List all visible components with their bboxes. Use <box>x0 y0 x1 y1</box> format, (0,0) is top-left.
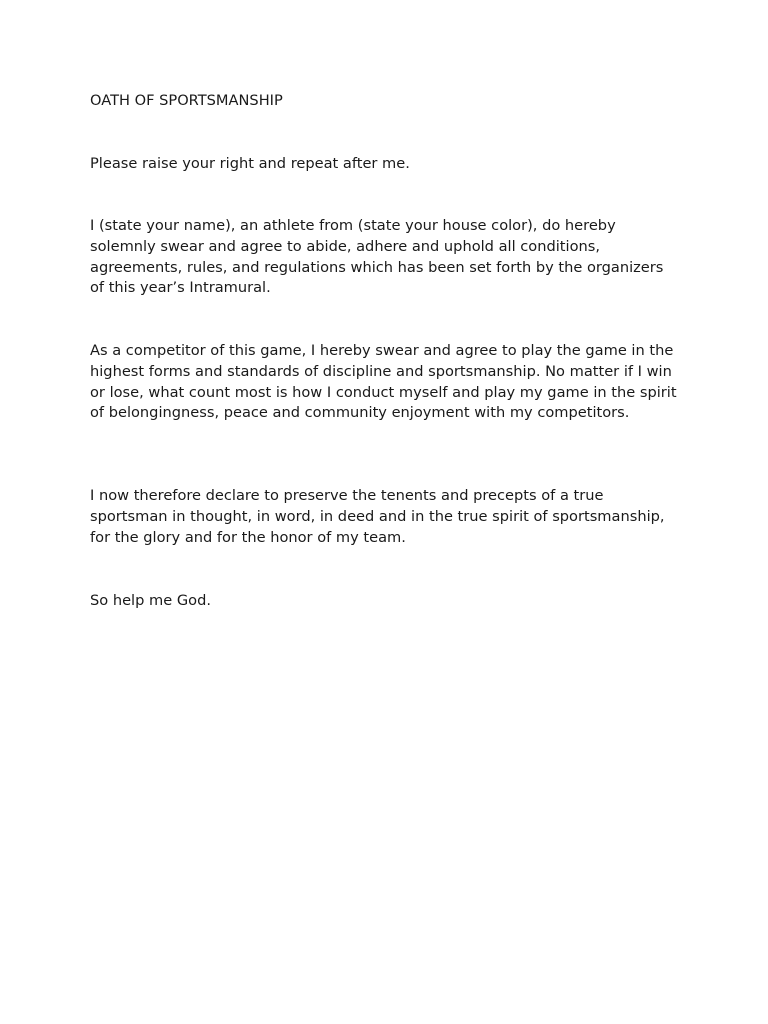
paragraph-declaration: I now therefore declare to preserve the tenents and precepts of a true sportsman in thought, in word, in deed and in the true spirit of sportsmanship, for the glory and for the honor of my team. <box>90 487 665 546</box>
paragraph-oath-statement: I (state your name), an athlete from (state your house color), do hereby solemnly swear and agree to abide, adhere and uphold all conditions, agreements, rules, and regulations which has been set forth by the organizers of this year’s Intramural. <box>90 217 664 297</box>
document-title: OATH OF SPORTSMANSHIP <box>90 92 283 109</box>
paragraph-competitor-pledge: As a competitor of this game, I hereby swear and agree to play the game in the highest forms and standards of discipline and sportsmanship. No matter if I win or lose, what count most is how I conduct myself and play my game in the spirit of belongingness, peace and community enjoyment with my competitors. <box>90 342 677 422</box>
paragraph-closing: So help me God. <box>90 592 211 609</box>
paragraph-instruction: Please raise your right and repeat after me. <box>90 155 410 172</box>
